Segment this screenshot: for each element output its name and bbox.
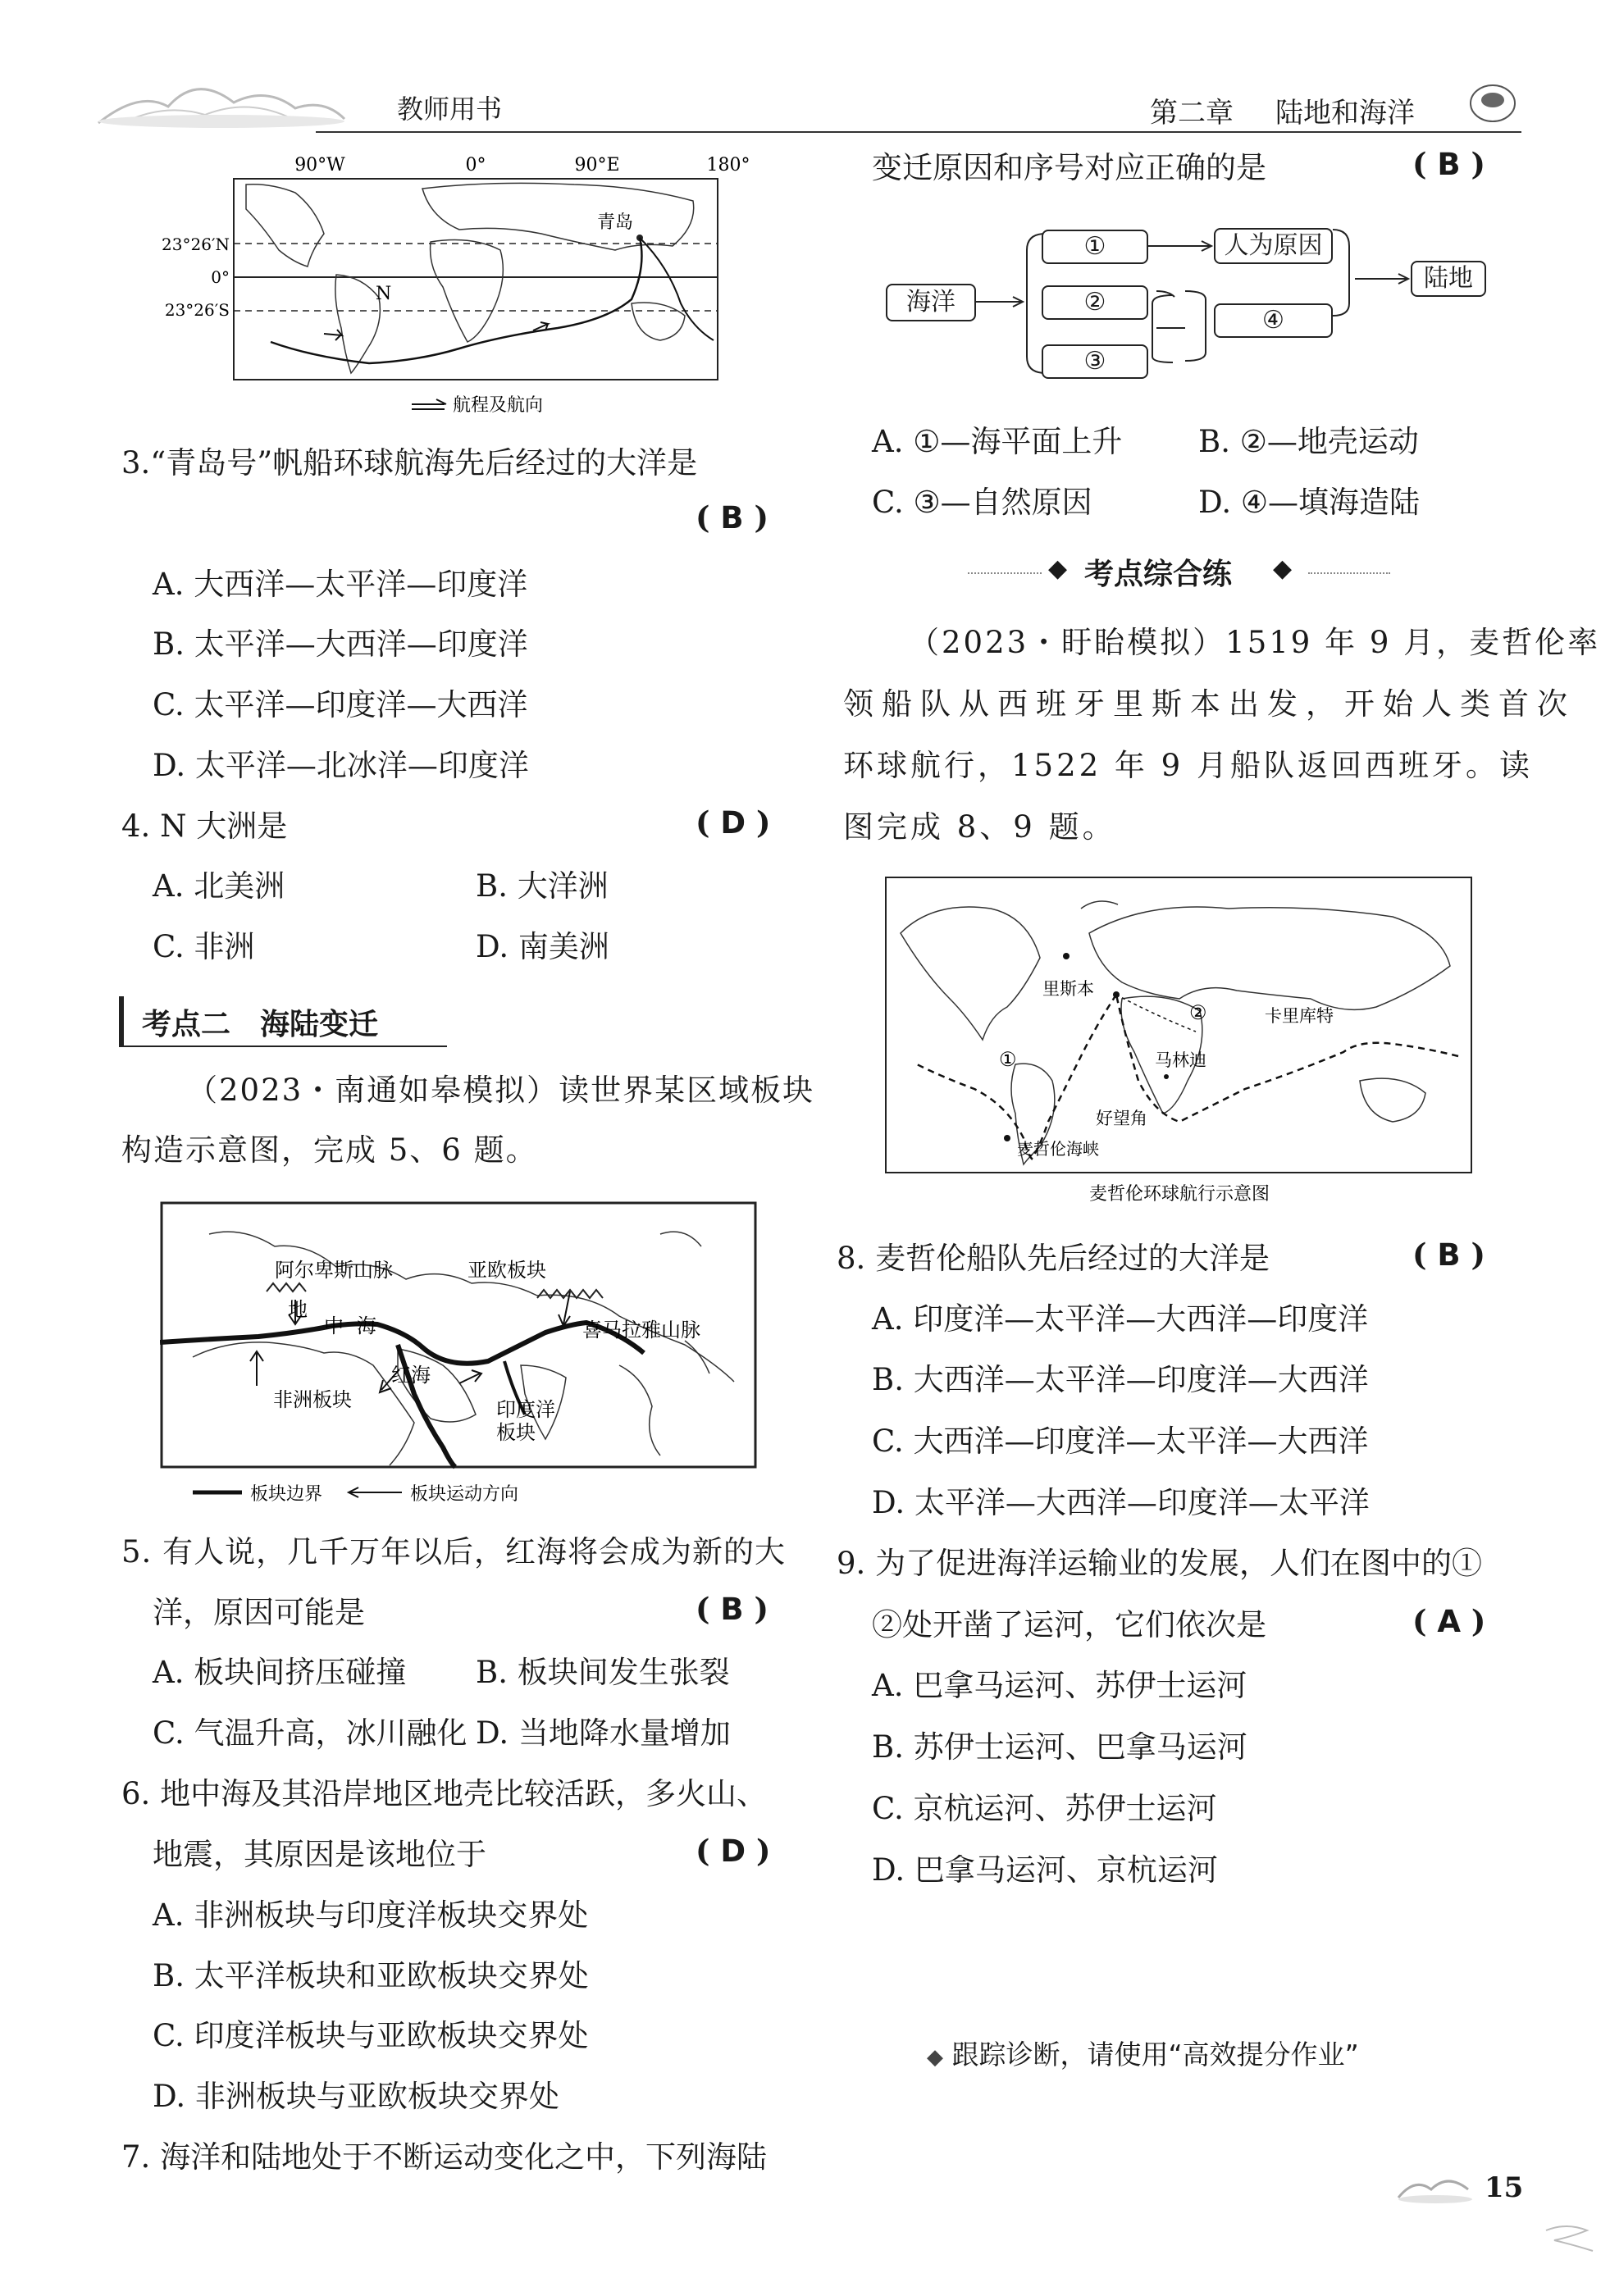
heading-rule-left — [968, 572, 1042, 574]
map3-label-strait: 麦哲伦海峡 — [1017, 1139, 1099, 1159]
section2-intro-line2: 构造示意图，完成 5、6 题。 — [121, 1132, 538, 1168]
header-left-label: 教师用书 — [397, 93, 503, 125]
map2-label-med: 地 — [288, 1298, 308, 1321]
q9-option-d: D. 巴拿马运河、京杭运河 — [872, 1852, 1218, 1888]
mountain-decoration-icon — [90, 57, 353, 131]
section2-heading — [119, 996, 447, 1047]
section3-heading — [968, 548, 1485, 597]
continent-label-n: N — [376, 284, 392, 304]
map2-label-indian: 板块 — [496, 1421, 536, 1444]
section3-intro-line4: 图完成 8、9 题。 — [843, 809, 1116, 845]
q6-answer: ( D ) — [696, 1833, 771, 1869]
ocean-route-map — [148, 152, 804, 422]
lon-label: 90°W — [294, 155, 345, 175]
diagram-node-4: ④ — [1214, 303, 1333, 338]
q4-option-a: A. 北美洲 — [153, 868, 285, 904]
q5-answer-letter: B — [720, 1592, 744, 1627]
lat-label: 0° — [211, 267, 230, 287]
north-america-shape — [246, 184, 324, 266]
map3-label-lisbon: 里斯本 — [1042, 979, 1094, 999]
q6-answer-letter: D — [720, 1834, 746, 1869]
section3-intro-line1: （2023・盱眙模拟）1519 年 9 月，麦哲伦率 — [909, 625, 1601, 660]
q7-option-c: C. ③—自然原因 — [872, 485, 1092, 520]
section3-intro — [843, 612, 1601, 858]
q9-answer: ( A ) — [1412, 1603, 1486, 1639]
q4-stem: 4. N 大洲是 — [121, 809, 288, 844]
movement-arrow — [250, 1351, 263, 1386]
map3-label-calicut: 卡里库特 — [1265, 1006, 1334, 1026]
map2-label-alps: 阿尔卑斯山脉 — [275, 1259, 393, 1282]
q3-answer: ( B ) — [696, 499, 769, 535]
q5-option-a: A. 板块间挤压碰撞 — [153, 1655, 407, 1690]
q3-option-c: C. 太平洋—印度洋—大西洋 — [153, 687, 528, 722]
africa-shape — [431, 240, 504, 342]
lat-label: 23°26′S — [164, 300, 230, 320]
map2-label-himalaya: 喜马拉雅山脉 — [582, 1319, 700, 1342]
corner-swirl-icon — [1542, 2222, 1599, 2255]
q8-option-a: A. 印度洋—太平洋—大西洋—印度洋 — [872, 1301, 1369, 1337]
section3-intro-line3: 环球航行，1522 年 9 月船队返回西班牙。读 — [843, 748, 1533, 783]
q7-option-b: B. ②—地壳运动 — [1198, 424, 1419, 459]
q9-stem-line2: ②处开凿了运河，它们依次是 — [872, 1607, 1266, 1642]
south-america-shape — [335, 275, 381, 373]
q4-answer-letter: D — [720, 805, 746, 840]
diagram-node-2: ② — [1042, 285, 1148, 320]
q8-option-b: B. 大西洋—太平洋—印度洋—大西洋 — [872, 1362, 1369, 1397]
q4-option-c: C. 非洲 — [153, 929, 255, 964]
lon-label: 0° — [465, 155, 486, 175]
q7-answer-letter: B — [1437, 147, 1461, 182]
map2-label-med: 中 — [324, 1314, 344, 1337]
q9-option-a: A. 巴拿马运河、苏伊士运河 — [872, 1668, 1247, 1703]
route-line — [1116, 995, 1196, 1032]
q9-option-c: C. 京杭运河、苏伊士运河 — [872, 1791, 1217, 1826]
q4-option-b: B. 大洋洲 — [476, 868, 609, 904]
q6-option-c: C. 印度洋板块与亚欧板块交界处 — [153, 2018, 589, 2053]
chapter-logo-icon — [1468, 82, 1517, 125]
q3-stem: 3.“青岛号”帆船环球航海先后经过的大洋是 — [121, 445, 698, 481]
route-line — [271, 238, 641, 363]
diagram-land-box: 陆地 — [1411, 261, 1486, 297]
chapter-number: 第二章 — [1150, 97, 1234, 130]
q8-answer-letter: B — [1437, 1237, 1461, 1273]
q8-option-c: C. 大西洋—印度洋—太平洋—大西洋 — [872, 1424, 1369, 1459]
q6-option-a: A. 非洲板块与印度洋板块交界处 — [153, 1897, 589, 1933]
q6-option-b: B. 太平洋板块和亚欧板块交界处 — [153, 1958, 589, 1993]
lon-label: 180° — [706, 155, 750, 175]
chapter-title: 陆地和海洋 — [1275, 97, 1415, 130]
magellan-voyage-map — [884, 876, 1475, 1212]
map2-label-africa: 非洲板块 — [273, 1388, 352, 1411]
q4-answer: ( D ) — [696, 804, 771, 840]
header-rule — [316, 131, 1521, 133]
page-number-decoration-icon — [1394, 2165, 1476, 2206]
sea-land-change-diagram — [886, 221, 1534, 385]
q7-option-a: A. ①—海平面上升 — [872, 424, 1123, 459]
diagram-ocean-box: 海洋 — [886, 284, 976, 321]
q9-stem-line1: 9. 为了促进海洋运输业的发展，人们在图中的① — [837, 1546, 1483, 1581]
map3-label-malindi: 马林迪 — [1155, 1050, 1206, 1070]
lat-label: 23°26′N — [162, 235, 230, 254]
diagram-human-box: 人为原因 — [1214, 228, 1333, 264]
q3-answer-letter: B — [720, 500, 744, 535]
q8-option-d: D. 太平洋—大西洋—印度洋—太平洋 — [872, 1485, 1370, 1520]
q8-answer: ( B ) — [1412, 1237, 1485, 1273]
lon-label: 90°E — [574, 155, 620, 175]
q7-answer: ( B ) — [1412, 146, 1485, 182]
q5-stem-line2: 洋，原因可能是 — [153, 1595, 365, 1630]
map3-label-m2: ② — [1189, 1001, 1207, 1024]
map3-caption: 麦哲伦环球航行示意图 — [1088, 1184, 1270, 1205]
map1-legend: 航程及航向 — [453, 395, 544, 416]
section2-title: 考点二 海陆变迁 — [142, 1008, 379, 1041]
diamond-icon: ◆ — [1273, 554, 1293, 583]
q4-option-d: D. 南美洲 — [476, 929, 609, 964]
q9-answer-letter: A — [1437, 1604, 1462, 1639]
header — [0, 0, 1610, 139]
q5-option-c: C. 气温升高，冰川融化 — [153, 1715, 467, 1751]
q6-option-d: D. 非洲板块与亚欧板块交界处 — [153, 2079, 559, 2114]
q5-stem-line1: 5. 有人说，几千万年以后，红海将会成为新的大 — [121, 1534, 787, 1569]
q3-option-b: B. 太平洋—大西洋—印度洋 — [153, 626, 528, 662]
footer-note-text: 跟踪诊断，请使用“高效提分作业” — [951, 2039, 1359, 2070]
q7-stem-line1: 7. 海洋和陆地处于不断运动变化之中，下列海陆 — [121, 2139, 768, 2175]
q7-option-d: D. ④—填海造陆 — [1198, 485, 1421, 520]
section3-title: 考点综合练 — [1084, 558, 1233, 591]
section2-intro-line1: （2023・南通如皋模拟）读世界某区域板块 — [187, 1073, 815, 1108]
q6-stem-line2: 地震，其原因是该地位于 — [153, 1837, 486, 1872]
q5-option-d: D. 当地降水量增加 — [476, 1715, 731, 1751]
map2-label-indian: 印度洋 — [496, 1398, 555, 1421]
city-label: 青岛 — [597, 212, 634, 233]
diamond-icon: ◆ — [1048, 554, 1068, 583]
q8-stem: 8. 麦哲伦船队先后经过的大洋是 — [837, 1241, 1270, 1276]
diamond-icon: ◆ — [927, 2045, 943, 2070]
route-line — [917, 995, 1116, 1159]
australia-shape — [632, 303, 685, 340]
map3-label-cape: 好望角 — [1096, 1109, 1147, 1128]
map2-label-eurasia: 亚欧板块 — [467, 1259, 546, 1282]
section3-intro-line2: 领船队从西班牙里斯本出发，开始人类首次 — [843, 686, 1576, 722]
map2-legend-direction: 板块运动方向 — [410, 1484, 519, 1505]
diagram-node-1: ① — [1042, 230, 1148, 264]
diagram-node-3: ③ — [1042, 344, 1148, 379]
map2-label-med: 海 — [357, 1314, 376, 1337]
plate-tectonics-map — [160, 1201, 759, 1513]
map2-legend-boundary: 板块边界 — [250, 1484, 323, 1505]
q3-option-d: D. 太平洋—北冰洋—印度洋 — [153, 748, 529, 783]
q5-answer: ( B ) — [696, 1591, 769, 1627]
page-number: 15 — [1485, 2171, 1524, 2204]
map3-label-m1: ① — [999, 1048, 1017, 1071]
q5-option-b: B. 板块间发生张裂 — [476, 1655, 730, 1690]
footer-note — [927, 2034, 1359, 2072]
q9-option-b: B. 苏伊士运河、巴拿马运河 — [872, 1729, 1247, 1765]
q6-stem-line1: 6. 地中海及其沿岸地区地壳比较活跃，多火山、 — [121, 1776, 768, 1811]
map2-label-redsea: 红海 — [391, 1364, 431, 1387]
q7-stem-line2: 变迁原因和序号对应正确的是 — [872, 150, 1266, 185]
q3-option-a: A. 大西洋—太平洋—印度洋 — [153, 567, 528, 602]
route-line — [640, 238, 714, 340]
movement-arrow — [459, 1370, 481, 1383]
heading-rule-right — [1308, 572, 1390, 574]
